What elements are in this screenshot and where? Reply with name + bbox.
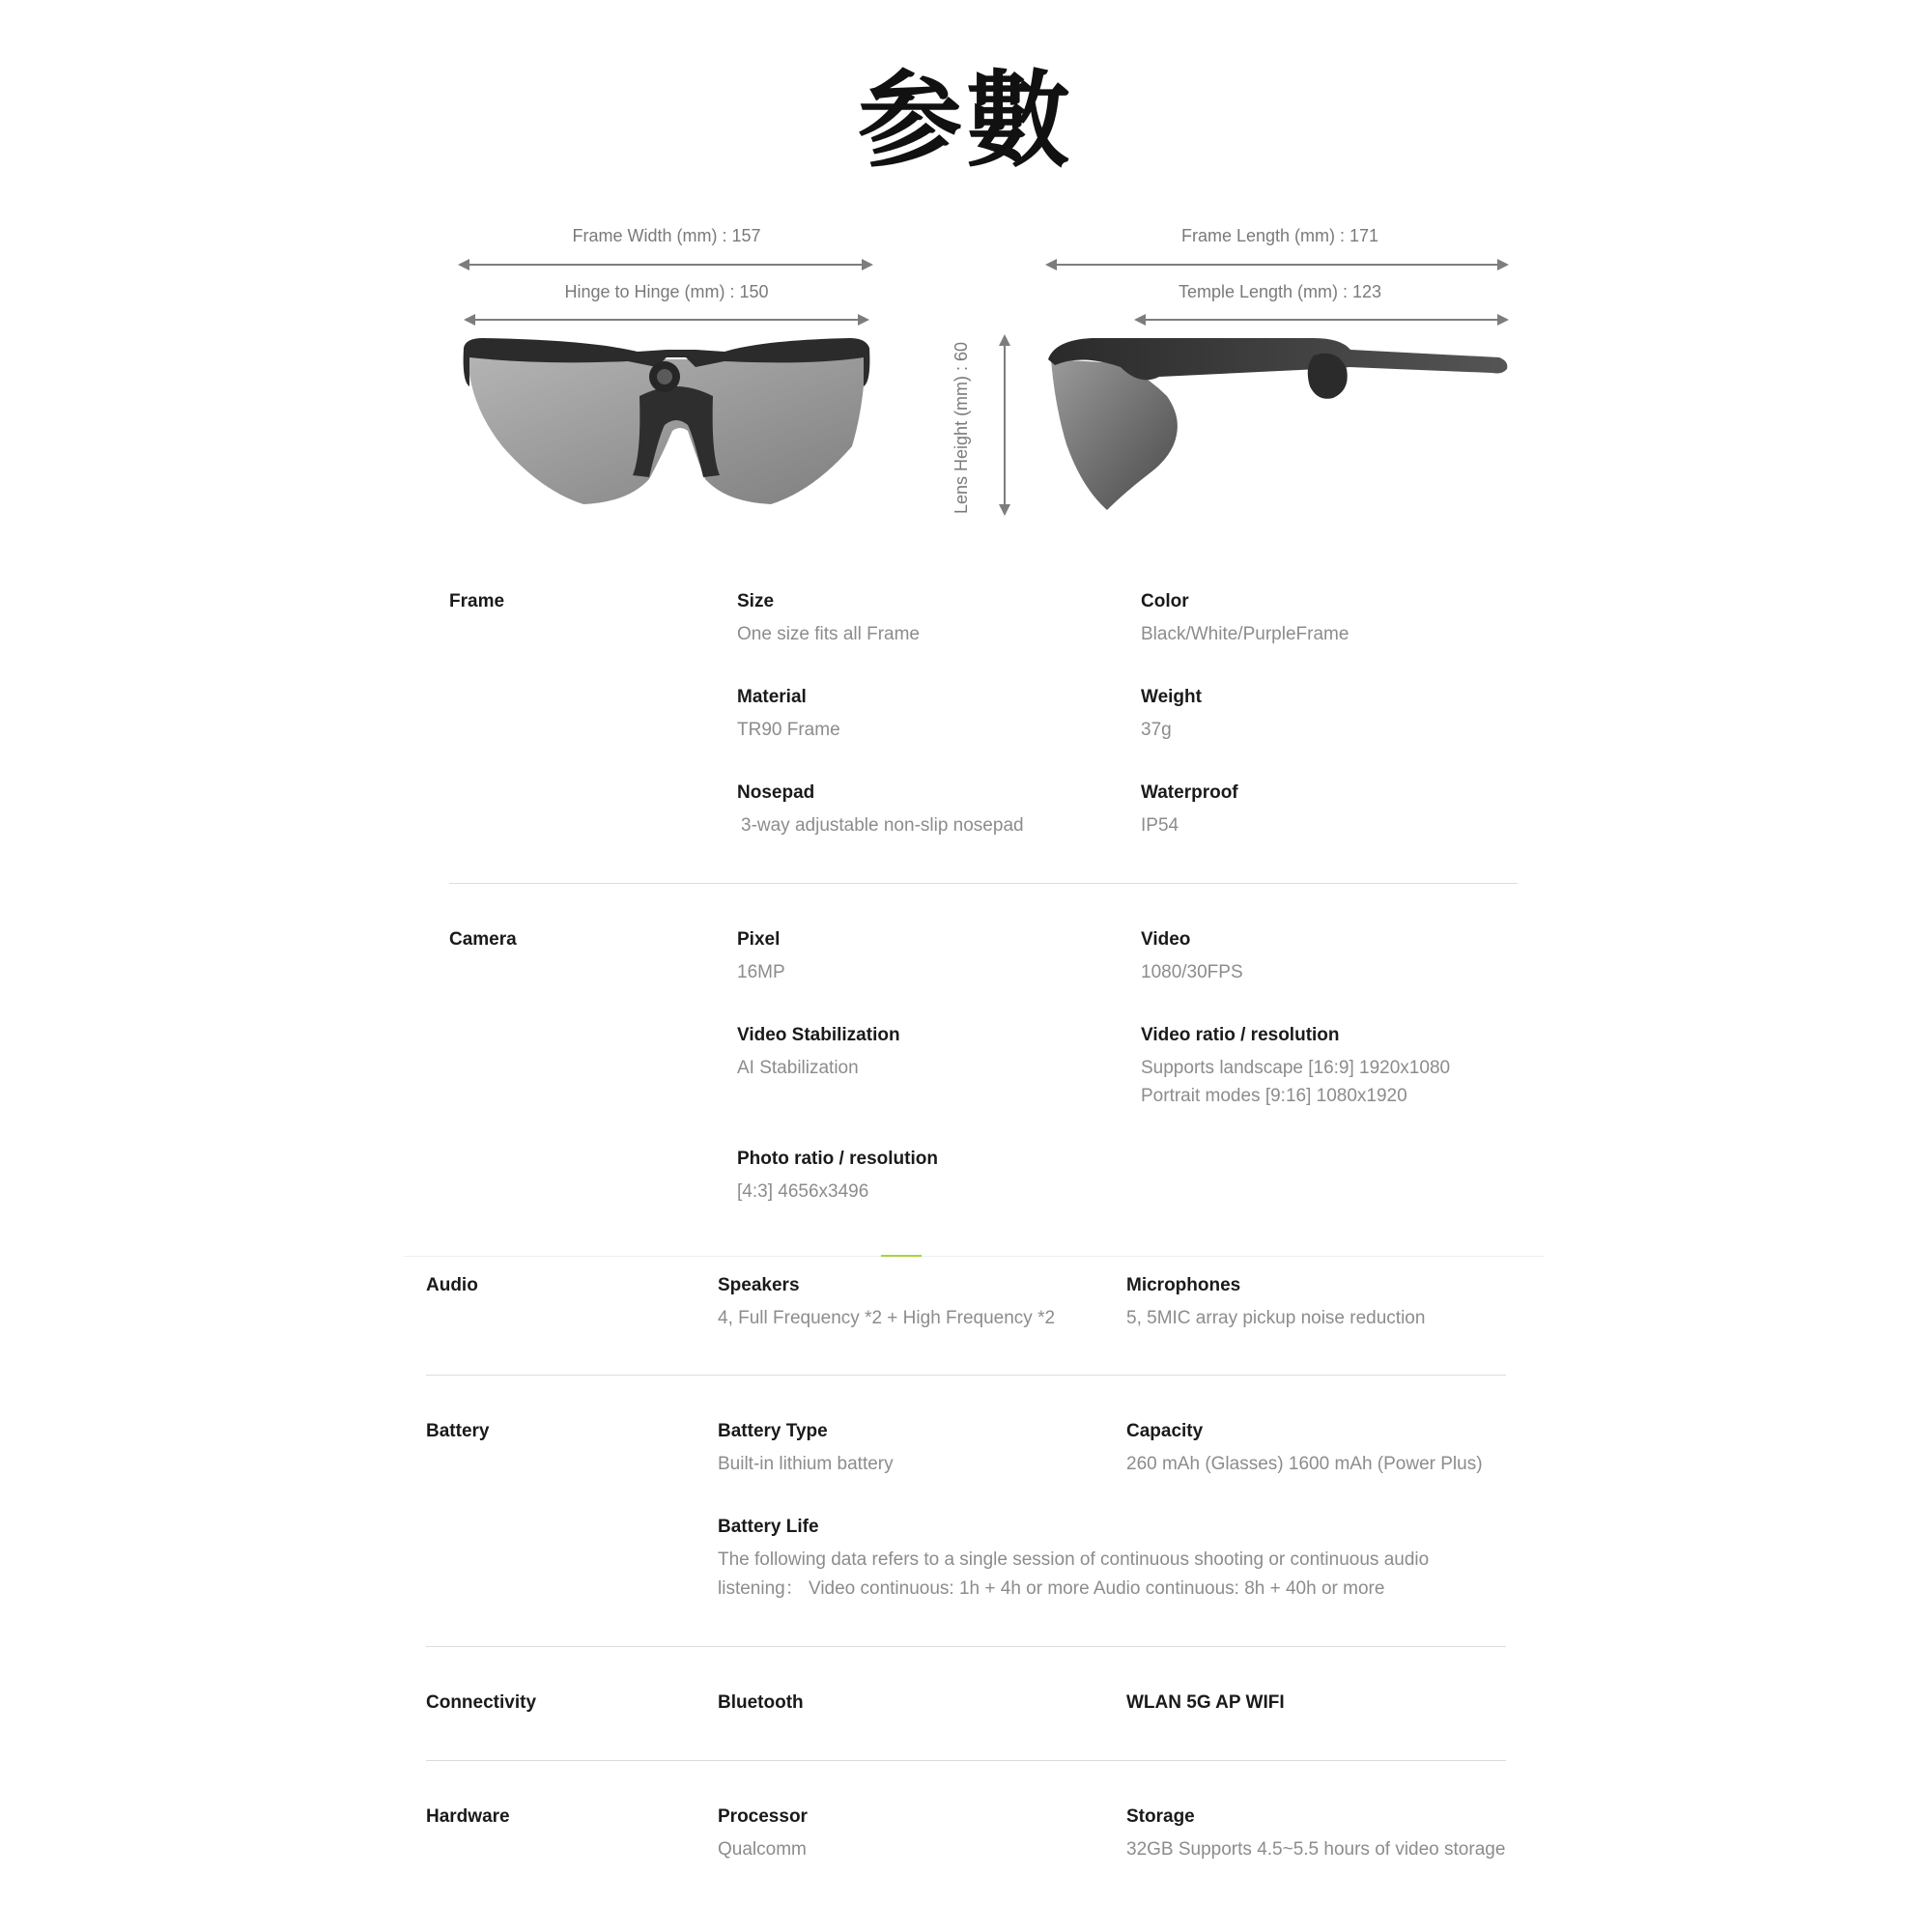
frame-length-label: Frame Length (mm) : 171 bbox=[1180, 226, 1379, 245]
battery-type-value: Built-in lithium battery bbox=[718, 1454, 894, 1474]
camera-pixel-value: 16MP bbox=[737, 962, 785, 982]
frame-color-value: Black/White/PurpleFrame bbox=[1141, 624, 1350, 644]
battery-life-label: Battery Life bbox=[718, 1517, 819, 1537]
section-title-hardware: Hardware bbox=[426, 1806, 510, 1827]
battery-capacity-value: 260 mAh (Glasses) 1600 mAh (Power Plus) bbox=[1126, 1454, 1483, 1474]
camera-video-label: Video bbox=[1141, 929, 1191, 950]
audio-speakers-value: 4, Full Frequency *2 + High Frequency *2 bbox=[718, 1308, 1056, 1328]
hardware-processor-value: Qualcomm bbox=[718, 1839, 807, 1860]
hinge-to-hinge-label: Hinge to Hinge (mm) : 150 bbox=[564, 282, 769, 301]
camera-video-ratio-label: Video ratio / resolution bbox=[1141, 1025, 1340, 1045]
frame-weight-value: 37g bbox=[1141, 720, 1172, 740]
battery-life-line1: The following data refers to a single session of continuous shooting or continuous audio bbox=[718, 1549, 1430, 1570]
camera-photo-ratio-value: [4:3] 4656x3496 bbox=[737, 1181, 869, 1202]
audio-microphones-value: 5, 5MIC array pickup noise reduction bbox=[1126, 1308, 1426, 1328]
frame-size-value: One size fits all Frame bbox=[737, 624, 920, 644]
frame-waterproof-value: IP54 bbox=[1141, 815, 1179, 836]
frame-material-value: TR90 Frame bbox=[737, 720, 840, 740]
section-title-battery: Battery bbox=[426, 1421, 490, 1441]
frame-nosepad-value: 3-way adjustable non-slip nosepad bbox=[741, 815, 1024, 836]
frame-material-label: Material bbox=[737, 687, 807, 707]
page-title: 参數 bbox=[857, 61, 1074, 182]
divider-camera bbox=[404, 1256, 1544, 1257]
frame-waterproof-label: Waterproof bbox=[1141, 782, 1238, 803]
audio-microphones-label: Microphones bbox=[1126, 1275, 1241, 1295]
hardware-storage-value: 32GB Supports 4.5~5.5 hours of video storage bbox=[1126, 1839, 1506, 1860]
hardware-processor-label: Processor bbox=[718, 1806, 808, 1827]
divider-battery bbox=[426, 1646, 1506, 1647]
battery-life-line2: listening： Video continuous: 1h + 4h or more Audio continuous: 8h + 40h or more bbox=[718, 1578, 1385, 1599]
frame-nosepad-label: Nosepad bbox=[737, 782, 815, 803]
glasses-front-view bbox=[464, 338, 870, 504]
battery-type-label: Battery Type bbox=[718, 1421, 828, 1441]
camera-pixel-label: Pixel bbox=[737, 929, 781, 950]
divider-frame bbox=[449, 883, 1518, 884]
audio-speakers-label: Speakers bbox=[718, 1275, 800, 1295]
camera-photo-ratio-label: Photo ratio / resolution bbox=[737, 1149, 938, 1169]
glasses-diagram bbox=[0, 0, 1932, 541]
section-title-audio: Audio bbox=[426, 1275, 478, 1295]
camera-stabilization-value: AI Stabilization bbox=[737, 1058, 859, 1078]
camera-video-ratio-line2: Portrait modes [9:16] 1080x1920 bbox=[1141, 1086, 1407, 1106]
section-title-frame: Frame bbox=[449, 591, 505, 611]
temple-length-label: Temple Length (mm) : 123 bbox=[1178, 282, 1382, 301]
hardware-storage-label: Storage bbox=[1126, 1806, 1195, 1827]
glasses-side-view bbox=[1048, 338, 1507, 510]
frame-width-label: Frame Width (mm) : 157 bbox=[572, 226, 761, 245]
section-title-connectivity: Connectivity bbox=[426, 1692, 537, 1713]
camera-video-ratio-line1: Supports landscape [16:9] 1920x1080 bbox=[1141, 1058, 1451, 1078]
camera-stabilization-label: Video Stabilization bbox=[737, 1025, 900, 1045]
section-title-camera: Camera bbox=[449, 929, 517, 950]
battery-capacity-label: Capacity bbox=[1126, 1421, 1204, 1441]
accent-mark bbox=[881, 1255, 922, 1257]
frame-weight-label: Weight bbox=[1141, 687, 1202, 707]
divider-audio bbox=[426, 1375, 1506, 1376]
lens-height-label: Lens Height (mm) : 60 bbox=[952, 341, 971, 514]
camera-video-value: 1080/30FPS bbox=[1141, 962, 1243, 982]
frame-color-label: Color bbox=[1141, 591, 1189, 611]
connectivity-wlan-label: WLAN 5G AP WIFI bbox=[1126, 1692, 1285, 1713]
divider-connectivity bbox=[426, 1760, 1506, 1761]
connectivity-bluetooth-label: Bluetooth bbox=[718, 1692, 804, 1713]
frame-size-label: Size bbox=[737, 591, 775, 611]
